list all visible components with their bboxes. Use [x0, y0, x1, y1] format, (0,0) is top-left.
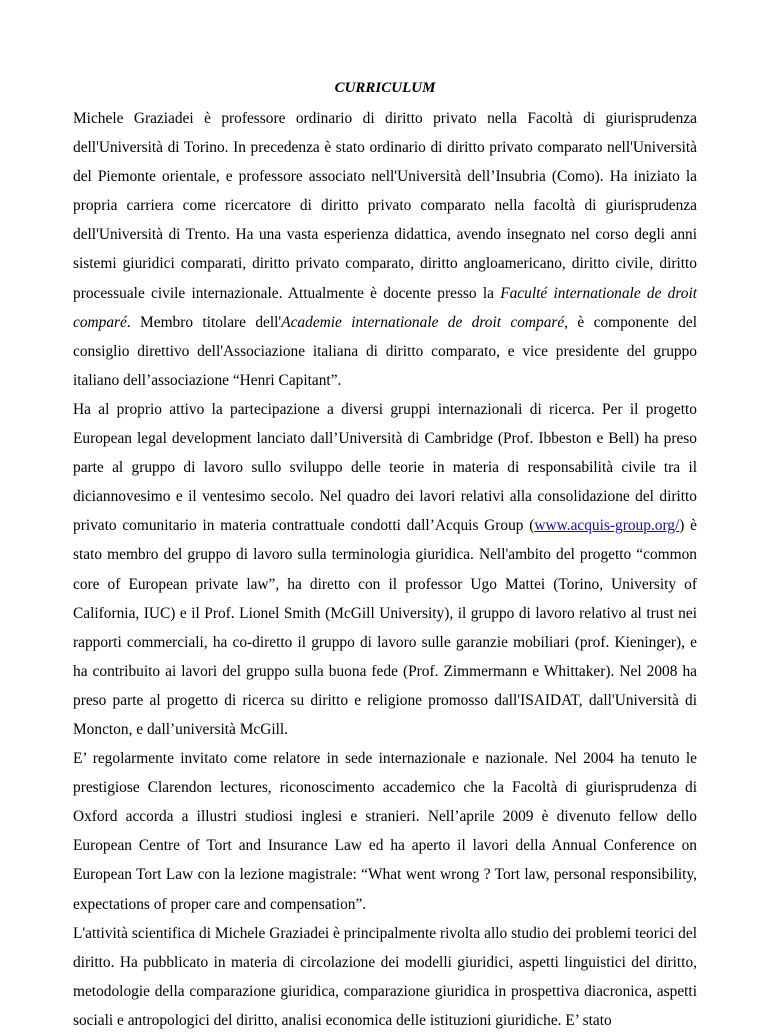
faculte-name: Faculté internationale de droit comparé — [73, 284, 697, 331]
research-text-1: Ha al proprio attivo la partecipazione a diversi gruppi internazionali di ricerca. Per il progetto European legal development lanciato dall’Università di Cambridge (Prof. Ibbeston e Bell) ha preso parte al gruppo di lavoro sullo sviluppo delle teorie in materia di responsabilità civile tra il diciannovesimo e il ventesimo secolo. Nel quadro dei lavori relativi alla consolidazione del diritto privato comunitario in materia contrattuale condotti dall’Acquis Group ( — [73, 400, 697, 535]
paragraph-lectures: E’ regolarmente invitato come relatore in sede internazionale e nazionale. Nel 2004 ha tenuto le prestigiose Clarendon lectures, riconoscimento accademico che la Facoltà di giurisprudenza di Oxford accorda a illustri studiosi inglesi e stranieri. Nell’aprile 2009 è divenuto fellow dello European Centre of Tort and Insurance Law ed ha aperto il lavori della Annual Conference on European Tort Law con la lezione magistrale: “What went wrong ? Tort law, personal responsibility, expectations of proper care and compensation”. — [73, 750, 697, 913]
research-text-2: ) è stato membro del gruppo di lavoro sulla terminologia giuridica. Nell'ambito del progetto “common core of European private law”, ha diretto con il professor Ugo Mattei (Torino, University of California, IUC) e il Prof. Lionel Smith (McGill University), il gruppo di lavoro relativo al trust nei rapporti commerciali, ha co-diretto il gruppo di lavoro sulle garanzie mobiliari (prof. Kieninger), e ha contribuito ai lavori del gruppo sulla buona fede (Prof. Zimmermann e Whittaker). Nel 2008 ha preso parte al progetto di ricerca su diritto e religione promosso dall'ISAIDAT, dall'Università di Moncton, e dall’università McGill. — [73, 517, 697, 738]
paragraph-research-groups — [73, 395, 697, 744]
document-title: CURRICULUM — [334, 80, 436, 96]
career-text-1: Michele Graziadei è professore ordinario di diritto privato nella Facoltà di giurisprudenza dell'Università di Torino. In precedenza è stato ordinario di diritto privato comparato nell'Università del Piemonte orientale, e professore associato nell'Università dell’Insubria (Como). Ha iniziato la propria carriera come ricercatore di diritto privato comparato nella facoltà di giurisprudenza dell'Università di Trento. Ha una vasta esperienza didattica, avendo insegnato nel corso degli anni sistemi giuridici comparati, diritto privato comparato, diritto angloamericano, diritto civile, diritto processuale civile internazionale. Attualmente è docente presso la — [73, 110, 697, 302]
career-text-3: , è componente del consiglio direttivo dell'Associazione italiana di diritto comparato, e vice presidente del gruppo italiano dell’associazione “Henri Capitant”. — [73, 313, 697, 389]
acquis-group-link[interactable]: www.acquis-group.org/ — [534, 517, 680, 535]
career-text-2: . Membro titolare dell' — [126, 313, 282, 331]
academie-name: Academie internationale de droit comparé — [281, 313, 565, 331]
document-page — [73, 78, 697, 1035]
paragraph-scientific-activity: L'attività scientifica di Michele Graziadei è principalmente rivolta allo studio dei problemi teorici del diritto. Ha pubblicato in materia di circolazione dei modelli giuridici, aspetti linguistici del diritto, metodologie della comparazione giuridica, comparazione giuridica in prospettiva diacronica, aspetti sociali e antropologici del diritto, analisi economica delle istituzioni giuridiche. E’ stato — [73, 924, 697, 1029]
paragraph-career — [73, 104, 697, 395]
